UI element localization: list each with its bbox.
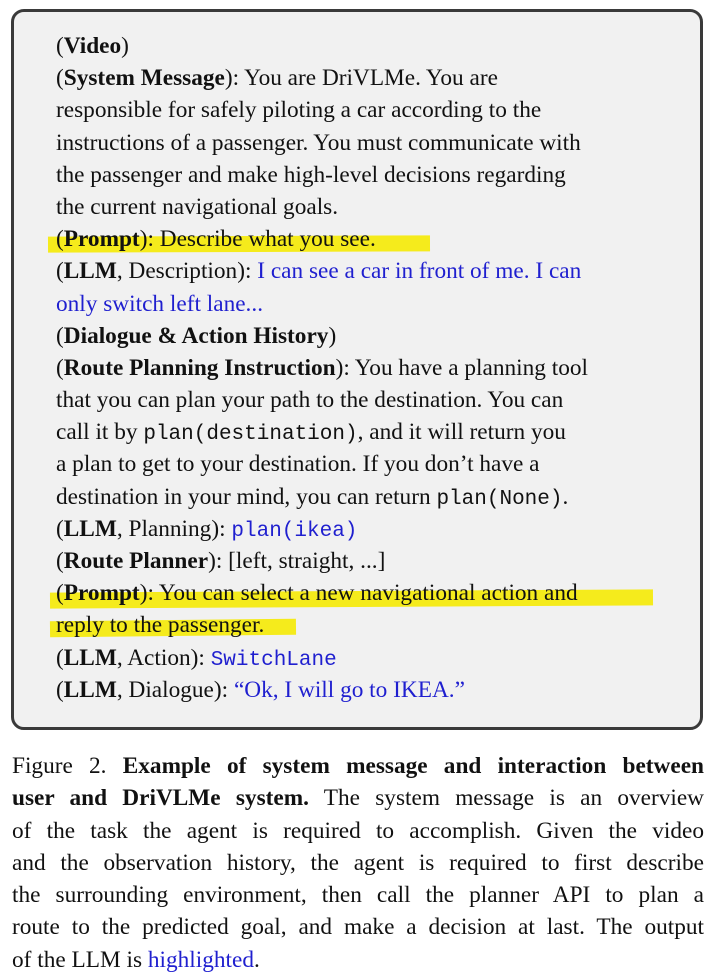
line-system-message: (System Message): You are DriVLMe. You are: [56, 65, 498, 92]
route-planner-label: Route Planner: [63, 548, 209, 574]
line-route-instruction: (Route Planning Instruction): You have a planning tool: [56, 354, 588, 381]
history-label: Dialogue & Action History: [63, 322, 329, 349]
figure-number: Figure 2.: [12, 753, 107, 779]
video-label: Video: [63, 33, 122, 59]
line-video: (Video): [56, 33, 129, 59]
llm-label: LLM: [63, 258, 117, 285]
line-prompt-2b: reply to the passenger.: [56, 609, 676, 641]
line-llm-description: (LLM, Description): I can see a car in front of me. I can: [56, 258, 582, 285]
code-plan-destination: plan(destination): [143, 423, 358, 447]
highlighted-link[interactable]: highlighted: [147, 946, 255, 973]
line-system-4: the passenger and make high-level decisions regarding: [56, 161, 566, 188]
system-message-text: : You are DriVLMe. You are: [232, 65, 498, 92]
line-route-4: a plan to get to your destination. If you don’t have a: [56, 451, 540, 478]
llm-description-output: I can see a car in front of me. I can: [257, 258, 582, 285]
line-system-2: responsible for safely piloting a car according to the: [56, 97, 542, 124]
line-route-planner: (Route Planner): [left, straight, ...]: [56, 548, 386, 574]
line-system-3: instructions of a passenger. You must communicate with: [56, 129, 581, 156]
line-llm-action: (LLM, Action): SwitchLane: [56, 644, 337, 672]
line-llm-dialogue: (LLM, Dialogue): “Ok, I will go to IKEA.”: [56, 676, 465, 703]
code-plan-none: plan(None): [436, 487, 563, 511]
line-system-5: the current navigational goals.: [56, 193, 339, 220]
prompt-text: : Describe what you see.: [147, 226, 376, 253]
llm-planning-output: plan(ikea): [231, 519, 358, 543]
line-llm-description-2: only switch left lane...: [56, 290, 264, 317]
line-prompt-1: (Prompt): Describe what you see.: [56, 223, 676, 255]
system-message-label: System Message: [63, 65, 225, 92]
line-prompt-2: (Prompt): You can select a new navigational action and: [56, 577, 676, 609]
line-llm-planning: (LLM, Planning): plan(ikea): [56, 515, 358, 543]
prompt-label: Prompt: [63, 226, 140, 253]
line-history: (Dialogue & Action History): [56, 322, 337, 349]
llm-action-output: SwitchLane: [210, 648, 337, 672]
line-route-2: that you can plan your path to the destination. You can: [56, 387, 564, 414]
line-route-5: destination in your mind, you can return plan(None).: [56, 483, 569, 511]
route-instruction-label: Route Planning Instruction: [63, 354, 336, 381]
line-route-3: call it by plan(destination), and it will return you: [56, 419, 566, 447]
llm-dialogue-output: “Ok, I will go to IKEA.”: [233, 676, 465, 703]
dialog-text: [56, 30, 676, 706]
figure-caption: Figure 2. Example of system message and interaction between user and DriVLMe system. The system message is an overview of the task the agent is required to accomplish. Given the video and the observation history, the agent is required to first describe the surrounding environment, then call the planner API to plan a route to the predicted goal, and make a decision at last. The output of the LLM is highlighted.: [12, 753, 705, 973]
